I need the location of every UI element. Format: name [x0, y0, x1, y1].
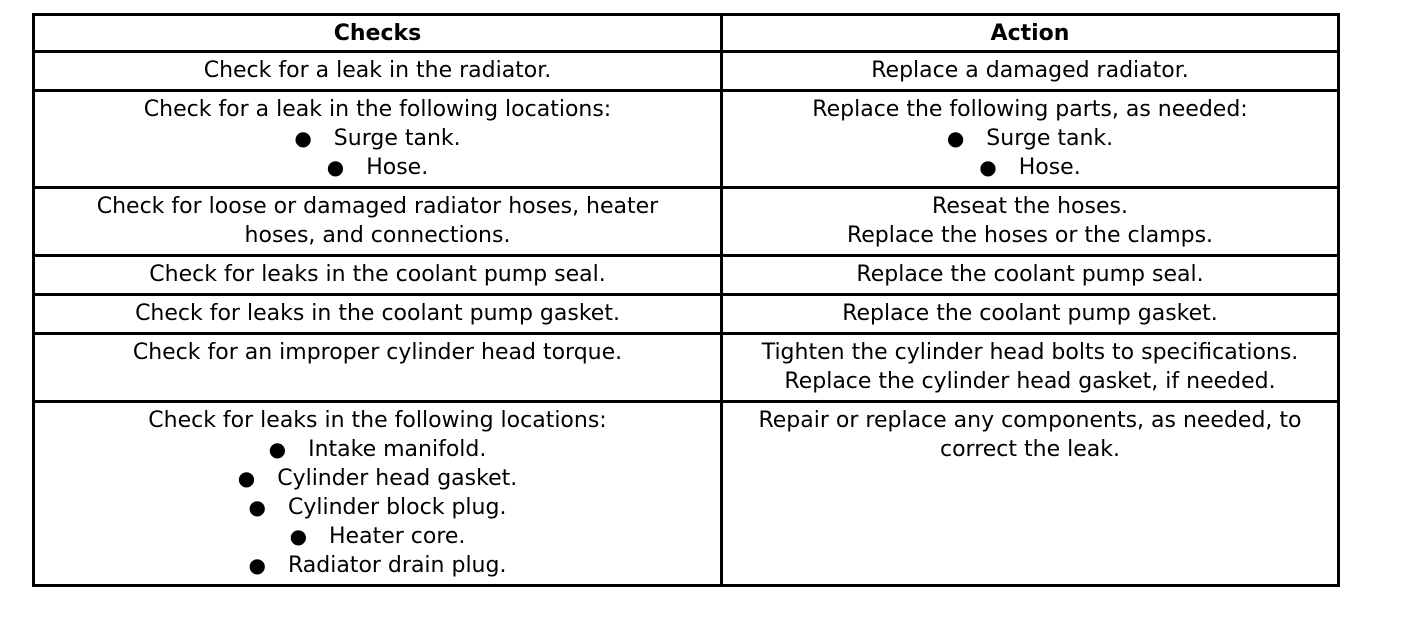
bullet-icon: ● — [289, 524, 308, 548]
check-cell — [34, 91, 722, 188]
bullet-list-item — [731, 124, 1329, 153]
action-text: Replace the cylinder head gasket, if needed. — [784, 369, 1276, 394]
check-cell — [34, 295, 722, 334]
list-item-text: Intake manifold. — [308, 437, 487, 462]
bullet-icon: ● — [979, 155, 997, 179]
bullet-list-item — [731, 153, 1329, 182]
header-action: Action — [722, 15, 1339, 52]
check-cell — [34, 256, 722, 295]
list-item-text: Cylinder block plug. — [288, 495, 507, 520]
header-checks: Checks — [34, 15, 722, 52]
check-text: Check for leaks in the following locations: — [148, 408, 607, 433]
list-item-text: Cylinder head gasket. — [277, 466, 518, 491]
action-cell — [722, 295, 1339, 334]
bullet-icon: ● — [294, 126, 312, 150]
action-cell — [722, 52, 1339, 91]
check-text: Check for a leak in the radiator. — [203, 58, 552, 83]
list-item-text: Surge tank. — [986, 126, 1114, 151]
bullet-list-item — [43, 551, 712, 580]
bullet-icon: ● — [268, 437, 287, 461]
action-text: Tighten the cylinder head bolts to specifications. — [761, 340, 1299, 365]
bullet-list-item — [43, 522, 712, 551]
diagnostic-table — [32, 13, 1340, 587]
table-row — [34, 52, 1339, 91]
action-text: Replace the coolant pump seal. — [856, 262, 1204, 287]
table-row — [34, 256, 1339, 295]
check-text: Check for leaks in the coolant pump gasket. — [135, 301, 620, 326]
bullet-list-item — [43, 435, 712, 464]
bullet-list-item — [43, 124, 712, 153]
check-text: Check for leaks in the coolant pump seal. — [149, 262, 606, 287]
action-cell — [722, 91, 1339, 188]
check-cell — [34, 188, 722, 256]
action-text: Replace the coolant pump gasket. — [842, 301, 1218, 326]
bullet-icon: ● — [237, 466, 256, 490]
check-text: Check for an improper cylinder head torque. — [132, 340, 623, 365]
check-cell — [34, 334, 722, 402]
action-cell — [722, 188, 1339, 256]
bullet-list-item — [43, 153, 712, 182]
bullet-icon: ● — [326, 155, 345, 179]
action-text: Repair or replace any components, as needed, to correct the leak. — [758, 408, 1302, 462]
list-item-text: Radiator drain plug. — [287, 553, 507, 578]
list-item-text: Hose. — [1018, 155, 1081, 180]
action-cell — [722, 334, 1339, 402]
table-row — [34, 334, 1339, 402]
table-row — [34, 402, 1339, 586]
action-text: Replace the hoses or the clamps. — [846, 223, 1214, 248]
check-text: Check for a leak in the following locations: — [143, 97, 612, 122]
bullet-list-item — [43, 493, 712, 522]
check-cell — [34, 52, 722, 91]
list-item-text: Surge tank. — [333, 126, 461, 151]
table-row — [34, 295, 1339, 334]
header-row — [34, 15, 1339, 52]
check-text: Check for loose or damaged radiator hoses, heater hoses, and connections. — [96, 194, 659, 248]
check-cell — [34, 402, 722, 586]
bullet-icon: ● — [248, 495, 266, 519]
action-text: Reseat the hoses. — [932, 194, 1128, 219]
action-text: Replace a damaged radiator. — [871, 58, 1189, 83]
table-row — [34, 91, 1339, 188]
action-cell — [722, 256, 1339, 295]
table-row — [34, 188, 1339, 256]
bullet-icon: ● — [946, 126, 965, 150]
list-item-text: Heater core. — [329, 524, 466, 549]
bullet-icon: ● — [248, 553, 266, 577]
list-item-text: Hose. — [366, 155, 429, 180]
bullet-list-item — [43, 464, 712, 493]
action-text: Replace the following parts, as needed: — [812, 97, 1248, 122]
action-cell — [722, 402, 1339, 586]
